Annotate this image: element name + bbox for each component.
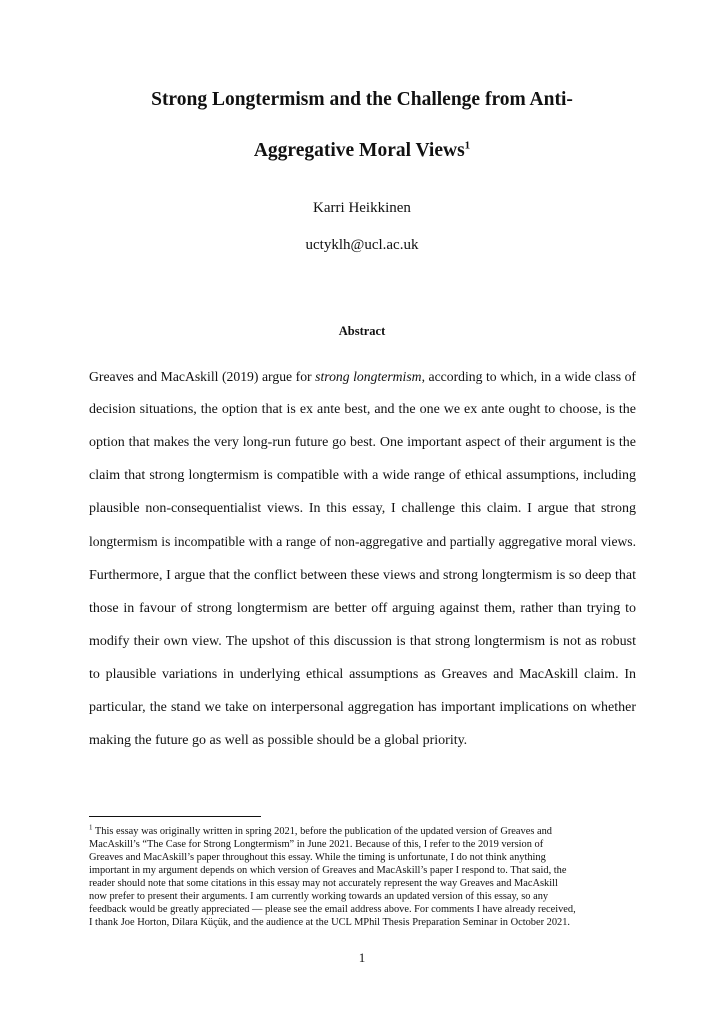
footnote-line: reader should note that some citations in this essay may not accurately represent the way Greaves and MacAskill: [89, 878, 558, 889]
abstract-line: particular, the stand we take on interpersonal aggregation has important implications on whether: [89, 700, 636, 715]
footnote-line: [89, 823, 636, 838]
abstract-line: option that makes the very long-run future go best. One important aspect of their argument is the: [89, 435, 636, 450]
abstract-line: plausible non-consequentialist views. In this essay, I challenge this claim. I argue that strong: [89, 501, 636, 516]
page-number: 1: [358, 950, 366, 965]
abstract-line: making the future go as well as possible should be a global priority.: [89, 733, 468, 748]
footnote-line: MacAskill’s “The Case for Strong Longtermism” in June 2021. Because of this, I refer to the 2019 version of: [89, 839, 544, 850]
abstract-line: [89, 367, 636, 387]
abstract-line-1-start: Greaves and MacAskill (2019) argue for: [89, 369, 316, 384]
title-footnote-marker[interactable]: 1: [464, 139, 471, 152]
abstract-line: Furthermore, I argue that the conflict between these views and strong longtermism is so deep that: [89, 568, 636, 583]
abstract-line: to plausible variations in underlying ethical assumptions as Greaves and MacAskill claim. In: [89, 667, 636, 682]
abstract-line-1-end: , according to which, in a wide class of: [421, 369, 636, 384]
author-email[interactable]: uctyklh@ucl.ac.uk: [305, 237, 419, 253]
footnote-line-1-text: This essay was originally written in spring 2021, before the publication of the updated version of Greaves and: [92, 826, 552, 837]
footnote-line: now prefer to present their arguments. I am currently working towards an updated version of this essay, so any: [89, 891, 549, 902]
paper-title-line-1: [60, 88, 664, 112]
footnote-line: important in my argument depends on which version of Greaves and MacAskill’s paper I respond to. That said, the: [89, 865, 567, 876]
footnote-line: Greaves and MacAskill’s paper throughout this essay. While the timing is unfortunate, I do not think anything: [89, 852, 546, 863]
abstract-line: claim that strong longtermism is compatible with a wide range of ethical assumptions, including: [89, 468, 636, 483]
footnote-line: I thank Joe Horton, Dilara Küçük, and the audience at the UCL MPhil Thesis Preparation Seminar in October 2021.: [89, 917, 571, 928]
abstract-line: those in favour of strong longtermism are better off arguing against them, rather than trying to: [89, 601, 636, 616]
abstract-line: decision situations, the option that is ex ante best, and the one we ex ante ought to choose, is the: [89, 402, 636, 417]
footnote-marker: 1: [89, 823, 93, 832]
title-text-1: Strong Longtermism and the Challenge from Anti-: [151, 89, 573, 110]
footnote-line: feedback would be greatly appreciated — please see the email address above. For comments I have already received,: [89, 904, 576, 915]
footnote-separator: [89, 816, 261, 817]
abstract-line: longtermism is incompatible with a range of non-aggregative and partially aggregative moral views.: [89, 534, 636, 549]
author-name: Karri Heikkinen: [313, 200, 411, 216]
abstract-emphasis: strong longtermism: [315, 369, 422, 384]
title-text-2: Aggregative Moral Views: [253, 140, 465, 161]
abstract-line: modify their own view. The upshot of this discussion is that strong longtermism is not as robust: [89, 634, 636, 649]
abstract-heading: Abstract: [338, 324, 386, 338]
paper-title-line-2: [60, 139, 664, 163]
